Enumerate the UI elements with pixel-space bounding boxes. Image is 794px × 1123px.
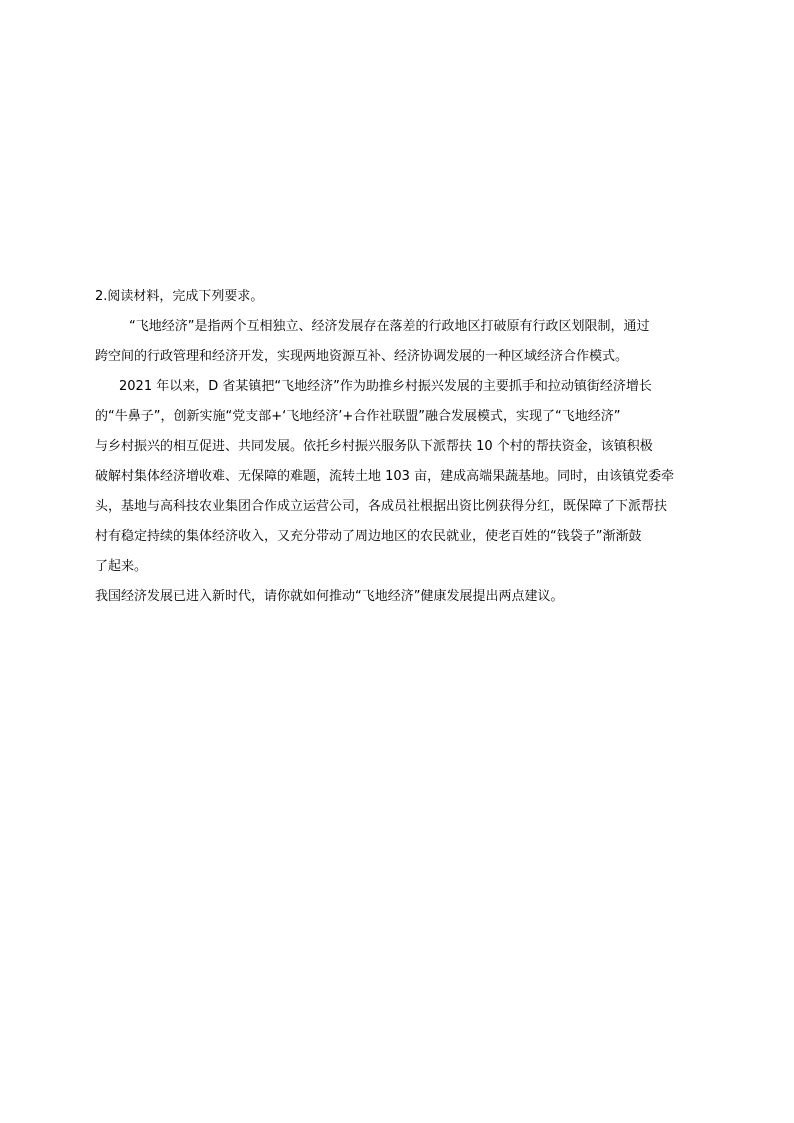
paragraph-1-line-1: “飞地经济”是指两个互相独立、经济发展存在落差的行政地区打破原有行政区划限制，通过	[129, 319, 650, 334]
question-title: 2.阅读材料，完成下列要求。	[95, 289, 264, 304]
paragraph-2-line-4: 破解村集体经济增收难、无保障的难题，流转土地 103 亩，建成高端果蔬基地。同时，由该镇党委牵	[95, 469, 675, 484]
question-block	[95, 282, 715, 612]
paragraph-2-line-7: 了起来。	[95, 559, 148, 574]
paragraph-1-line-2: 跨空间的行政管理和经济开发，实现两地资源互补、经济协调发展的一种区域经济合作模式。	[95, 349, 629, 364]
question-prompt: 我国经济发展已进入新时代，请你就如何推动“飞地经济”健康发展提出两点建议。	[95, 589, 564, 604]
paragraph-2-line-1: 2021 年以来，D 省某镇把“飞地经济”作为助推乡村振兴发展的主要抓手和拉动镇街经济增长	[119, 379, 652, 394]
paragraph-2-line-3: 与乡村振兴的相互促进、共同发展。依托乡村振兴服务队下派帮扶 10 个村的帮扶资金，该镇积极	[95, 439, 653, 454]
paragraph-2-line-5: 头，基地与高科技农业集团合作成立运营公司，各成员社根据出资比例获得分红，既保障了下派帮扶	[95, 499, 668, 514]
paragraph-2-line-6: 村有稳定持续的集体经济收入，又充分带动了周边地区的农民就业，使老百姓的“钱袋子”渐渐鼓	[95, 529, 642, 544]
paragraph-2-line-2: 的“牛鼻子”，创新实施“党支部+‘飞地经济’+合作社联盟”融合发展模式，实现了“飞地经济”	[95, 409, 621, 424]
